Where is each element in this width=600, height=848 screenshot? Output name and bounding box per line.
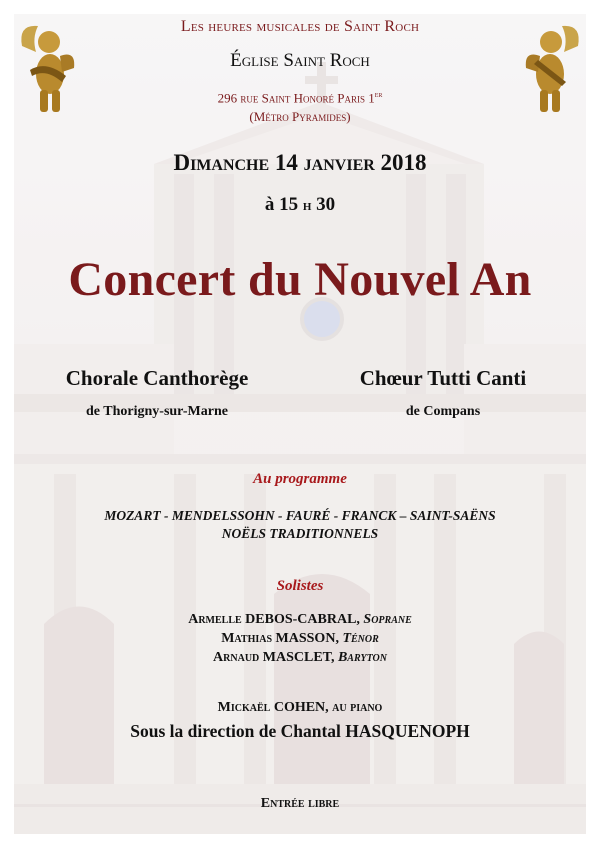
choir-city-1: de Thorigny-sur-Marne <box>86 404 228 419</box>
organizer-name: Les heures musicales de Saint Roch <box>180 18 420 35</box>
choir-name-2: Chœur Tutti Canti <box>359 366 527 390</box>
concert-time: à 15 h 30 <box>264 194 336 215</box>
choir-city-2: de Compans <box>405 404 481 419</box>
conductor-direction: Sous la direction de Chantal HASQUENOPH <box>130 721 470 741</box>
church-name: Église Saint Roch <box>230 50 370 71</box>
concert-poster <box>14 14 586 834</box>
metro-station: (Métro Pyramides) <box>249 109 351 124</box>
program-extra: NOËLS TRADITIONNELS <box>221 526 379 541</box>
concert-date: Dimanche 14 janvier 2018 <box>173 150 427 175</box>
program-composers: MOZART - MENDELSSOHN - FAURÉ - FRANCK – SAINT-SAËNS <box>104 508 496 523</box>
church-address: 296 rue Saint Honoré Paris 1er <box>217 90 383 106</box>
program-heading: Au programme <box>253 471 347 487</box>
concert-title: Concert du Nouvel An <box>68 253 532 306</box>
soloist-2: Mathias MASSON, Ténor <box>221 631 379 646</box>
soloists-heading: Solistes <box>276 578 324 594</box>
choir-name-1: Chorale Canthorège <box>65 366 249 390</box>
soloist-1: Armelle DEBOS-CABRAL, Soprane <box>188 612 412 627</box>
pianist: Mickaël COHEN, au piano <box>217 700 383 715</box>
soloist-3: Arnaud MASCLET, Baryton <box>213 650 387 665</box>
admission-info: Entrée libre <box>260 796 340 811</box>
